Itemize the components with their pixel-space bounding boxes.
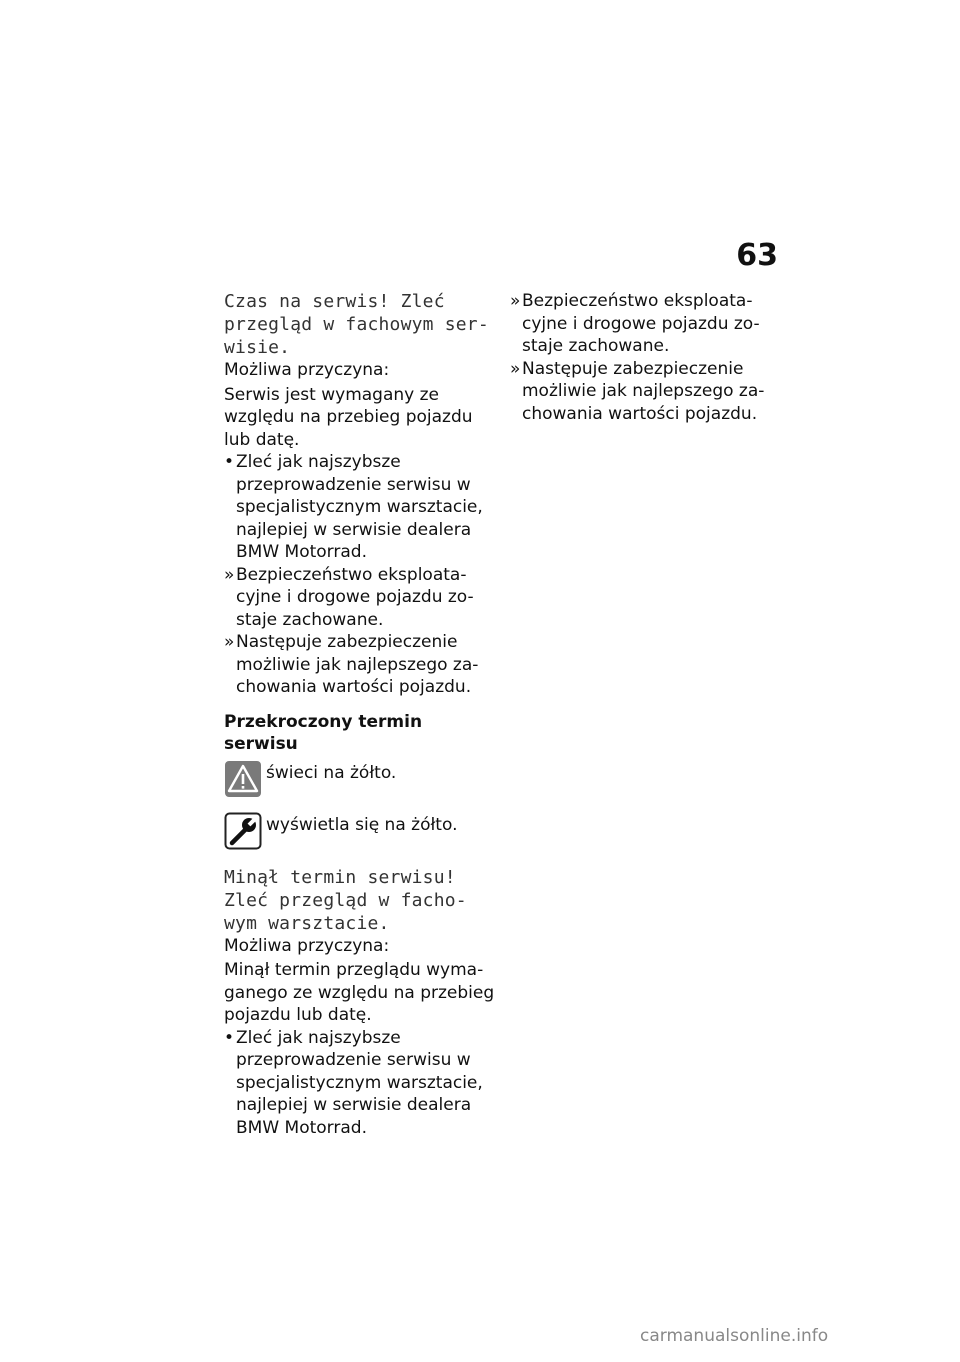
right-column	[510, 290, 782, 425]
display-message-service-overdue: Minął termin serwisu! Zleć przegląd w facho- wym warsztacie.	[224, 866, 467, 934]
result-mark: »	[224, 564, 235, 585]
possible-cause-label: Możliwa przyczyna:	[224, 935, 390, 956]
warning-indicator-row	[224, 760, 496, 806]
page-number: 63	[736, 238, 778, 273]
result-item: » Następuje zabezpieczenie możliwie jak najlepszego za- chowania wartości pojazdu.	[224, 632, 479, 697]
possible-cause-text: Minął termin przeglądu wyma- ganego ze względu na przebieg pojazdu lub datę.	[224, 960, 495, 1025]
warning-indicator-text: świeci na żółto.	[266, 762, 397, 783]
possible-cause-label: Możliwa przyczyna:	[224, 360, 390, 380]
display-message-service-due: Czas na serwis! Zleć przegląd w fachowym ser- wisie.	[224, 291, 489, 358]
result-mark: »	[510, 291, 521, 311]
service-indicator-text: wyświetla się na żółto.	[266, 814, 458, 835]
result-item: » Bezpieczeństwo eksploata- cyjne i drogowe pojazdu zo- staje zachowane.	[510, 291, 760, 356]
warning-triangle-icon	[224, 760, 262, 798]
section-heading: Przekroczony termin serwisu	[224, 711, 423, 754]
action-item: • Zleć jak najszybsze przeprowadzenie serwisu w specjalistycznym warsztacie, najlepiej w serwisie dealera BMW Motorrad.	[224, 1027, 483, 1138]
result-item: » Bezpieczeństwo eksploata- cyjne i drogowe pojazdu zo- staje zachowane.	[224, 564, 474, 630]
bullet-mark: •	[224, 452, 235, 472]
possible-cause-text: Serwis jest wymagany ze względu na przebieg pojazdu lub datę.	[224, 384, 473, 450]
watermark-link[interactable]: carmanualsonline.info	[640, 1326, 829, 1346]
wrench-icon	[224, 812, 262, 850]
action-item: • Zleć jak najszybsze przeprowadzenie serwisu w specjalistycznym warsztacie, najlepiej w serwisie dealera BMW Motorrad.	[224, 452, 483, 562]
result-mark: »	[224, 632, 235, 652]
result-item: » Następuje zabezpieczenie możliwie jak najlepszego za- chowania wartości pojazdu.	[510, 358, 765, 424]
service-indicator-row	[224, 812, 496, 858]
result-mark: »	[510, 358, 521, 379]
bullet-mark: •	[224, 1027, 235, 1048]
left-column	[224, 290, 496, 1139]
